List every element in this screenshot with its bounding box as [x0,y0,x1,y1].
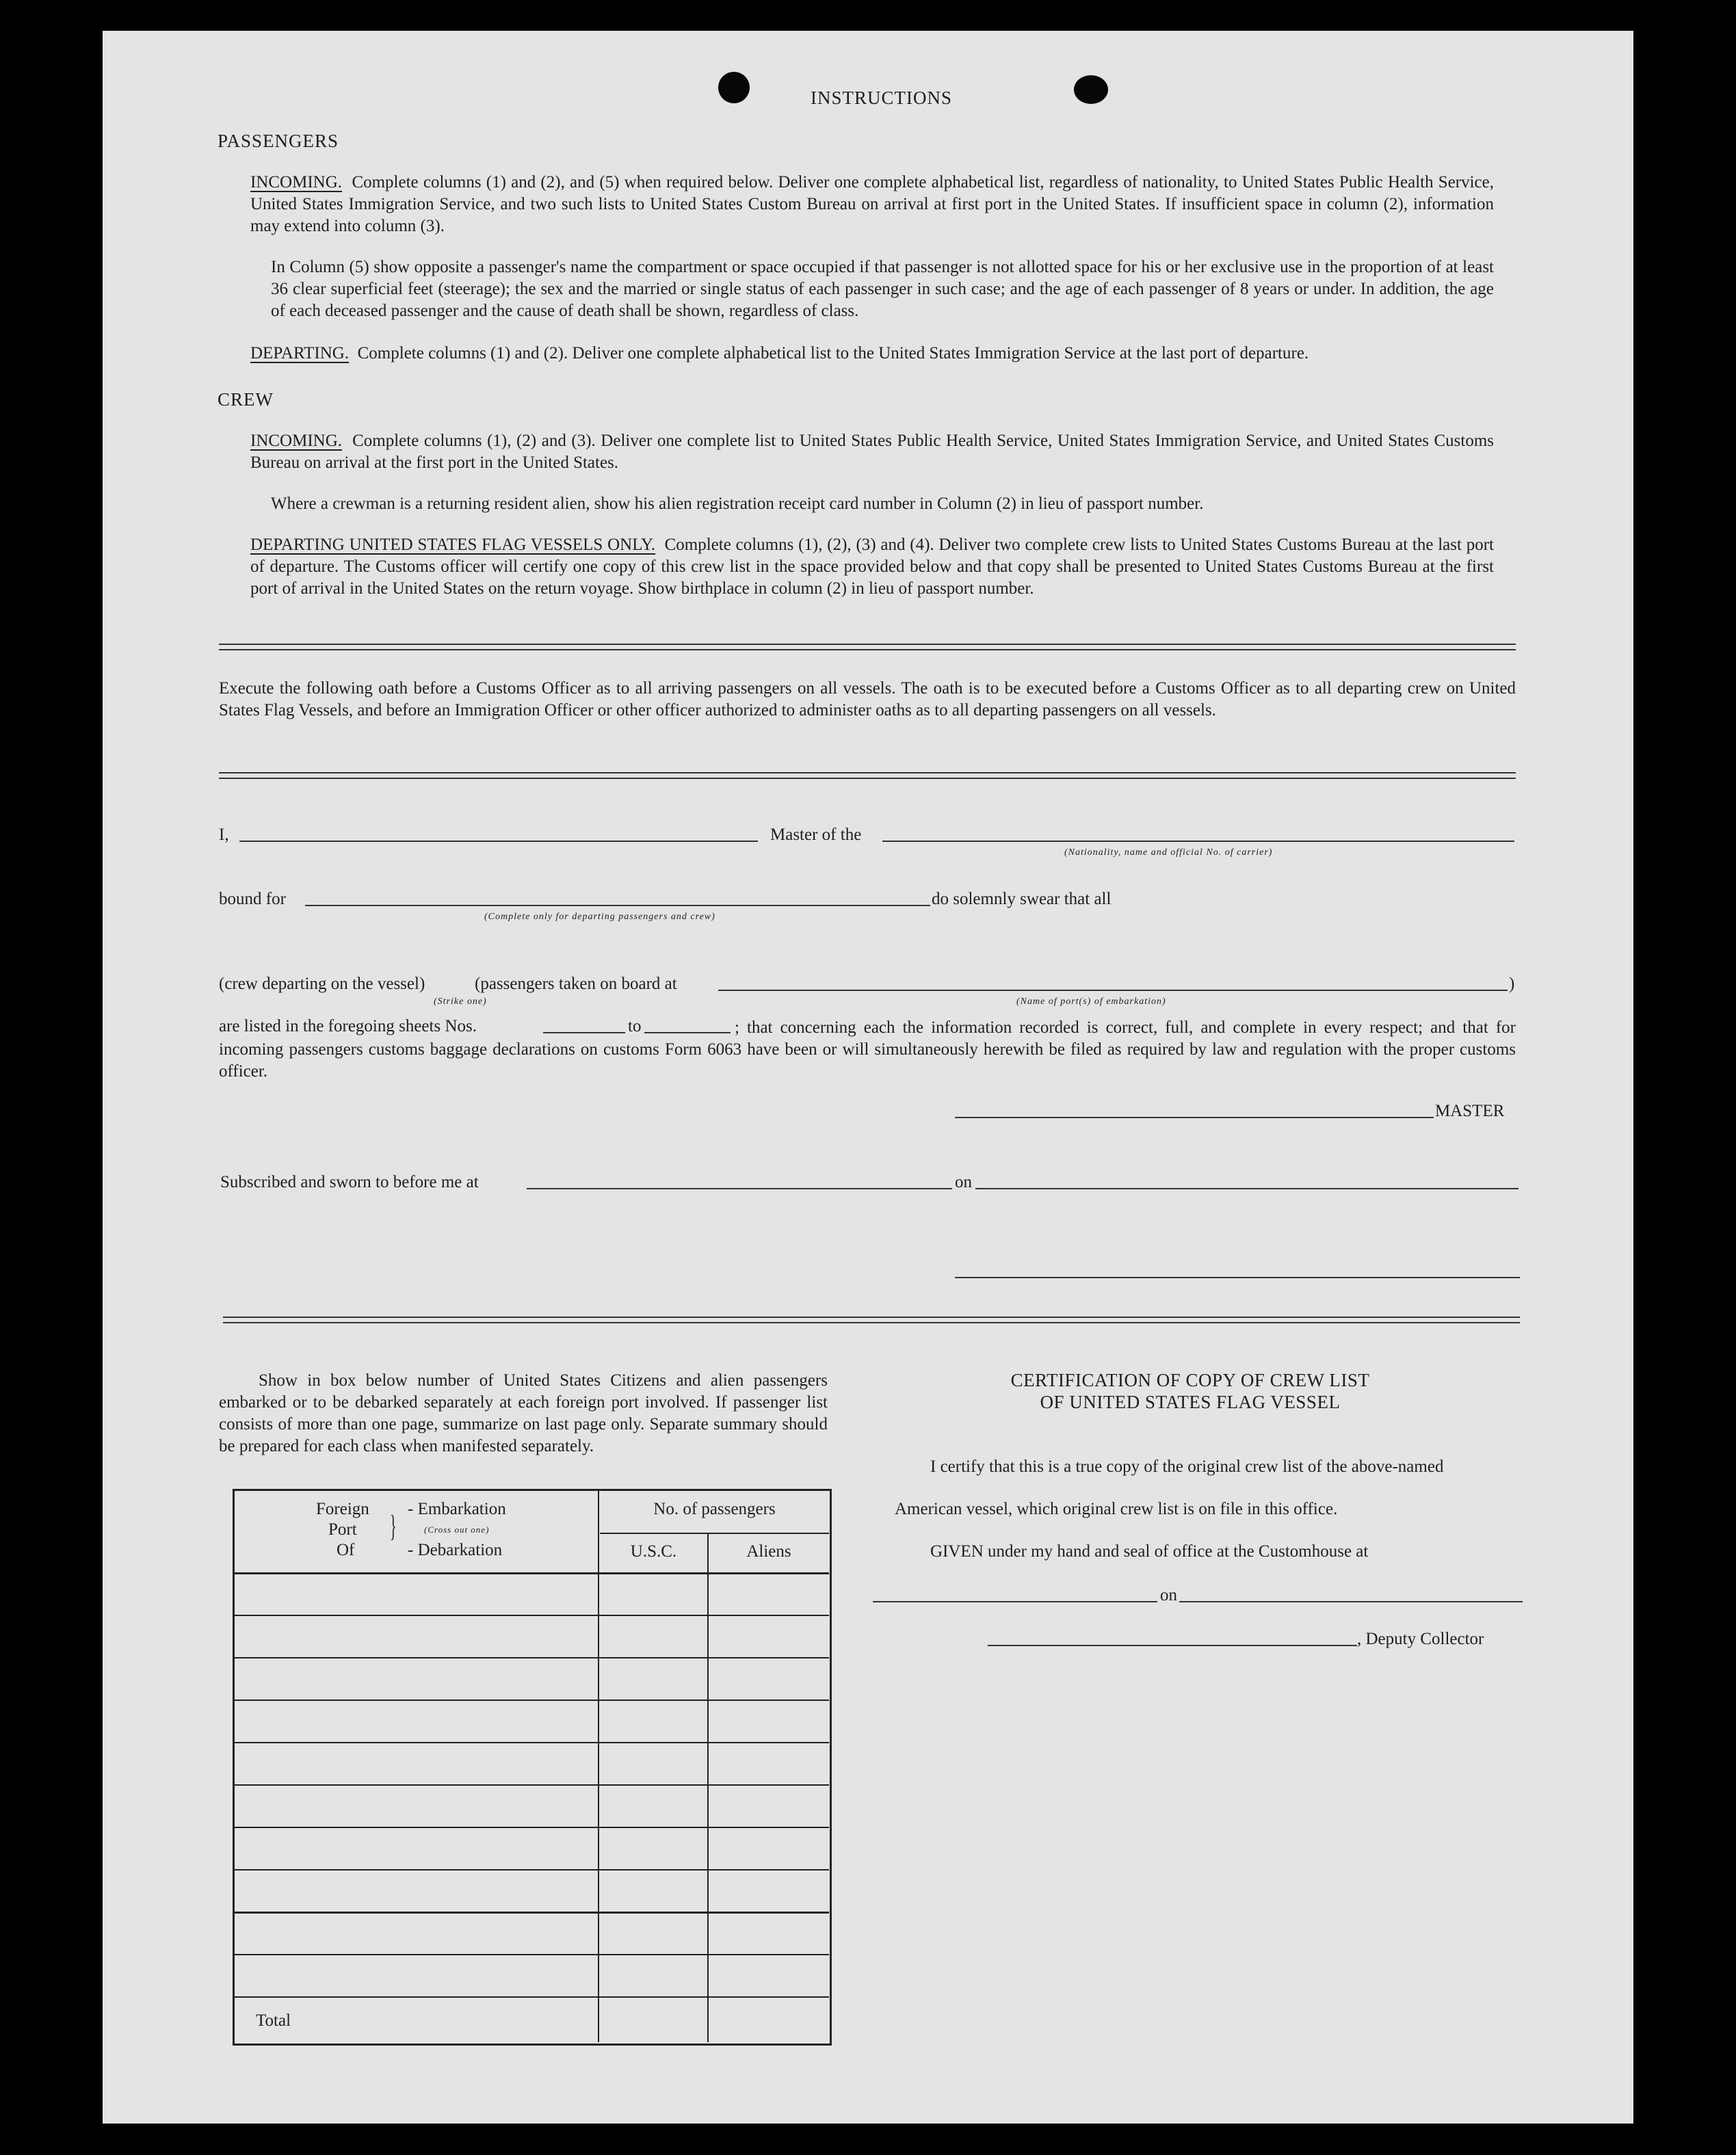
certification-title-1: CERTIFICATION OF COPY OF CREW LIST [1010,1370,1370,1390]
section-divider-2 [219,772,1516,779]
passengers-incoming-text: Complete columns (1) and (2), and (5) when required below. Deliver one complete alphabetical list, regardless of nationality, to United States Public Health Service, United States Immigration Service, and two such lists to United States Custom Bureau on arrival at first port in the United States. If insufficient space in column (2), information may extend into column (3). [250,173,1495,235]
certify-line-1: I certify that this is a true copy of the original crew list of the above-named [930,1457,1444,1476]
crew-departing-option: (crew departing on the vessel) [219,975,425,993]
passengers-departing-label: DEPARTING. [250,344,350,362]
deputy-collector-label: , Deputy Collector [1357,1630,1484,1648]
bound-for-field[interactable] [305,905,930,906]
master-name-field[interactable] [239,841,758,842]
table-row [235,1869,829,1870]
of-label: Of [337,1541,355,1559]
passengers-taken-option: (passengers taken on board at [475,975,677,993]
no-of-passengers-header: No. of passengers [653,1500,776,1518]
debarkation-label: - Debarkation [408,1541,503,1559]
strike-hint: (Strike one) [434,996,487,1007]
passengers-departing-paragraph [250,343,1494,365]
foreign-label: Foreign [316,1500,369,1518]
customhouse-field[interactable] [873,1601,1157,1602]
table-row [235,1615,829,1616]
close-paren: ) [1509,975,1515,993]
table-row [235,1827,829,1828]
passengers-heading: PASSENGERS [218,131,339,151]
crew-incoming-text: Complete columns (1), (2) and (3). Deliver one complete list to United States Public Health Service, United States Immigration Service, and United States Customs Bureau on arrival at the first port in the United States. [250,432,1494,472]
page-title: INSTRUCTIONS [811,88,953,108]
carrier-field[interactable] [882,841,1514,842]
officer-signature-field[interactable] [955,1277,1520,1278]
crew-departing-label: DEPARTING UNITED STATES FLAG VESSELS ONLY. [250,536,656,554]
deputy-signature-field[interactable] [988,1645,1357,1646]
table-row [235,1742,829,1743]
crew-resident-paragraph: Where a crewman is a returning resident alien, show his alien registration receipt card number in Column (2) in lieu of passport number. [271,494,1204,513]
passengers-incoming-paragraph [250,172,1494,237]
carrier-hint: (Nationality, name and official No. of carrier) [1064,847,1273,858]
embarkation-port-field[interactable] [718,990,1508,991]
swear-text: do solemnly swear that all [932,890,1112,908]
master-of-label: Master of the [770,825,862,844]
passengers-departing-text: Complete columns (1) and (2). Deliver one complete alphabetical list to the United States Immigration Service at the last port of departure. [357,344,1309,362]
oath-intro-paragraph: Execute the following oath before a Customs Officer as to all arriving passengers on all vessels. The oath is to be executed before a Customs Officer as to all departing crew on United States Flag Vessels, and before an Immigration Officer or other officer authorized to administer oaths as to all departing passengers on all vessels. [219,679,1516,719]
table-row [235,1700,829,1701]
crew-incoming-label: INCOMING. [250,432,343,450]
usc-header: U.S.C. [630,1542,677,1561]
sworn-place-field[interactable] [527,1188,952,1189]
passengers-column5-paragraph: In Column (5) show opposite a passenger's name the compartment or space occupied if that passenger is not allotted space for his or her exclusive use in the proportion of at least 36 clear superficial feet (steerage); the sex and the married or single status of each passenger in such case; and the age of each passenger of 8 years or under. In addition, the age of each deceased passenger and the cause of death shall be shown, regardless of class. [271,258,1494,320]
table-row [235,1657,829,1658]
certify-line-2: American vessel, which original crew list is on file in this office. [895,1500,1338,1518]
passengers-incoming-label: INCOMING. [250,173,343,191]
punch-hole-right [1074,75,1108,104]
table-row [235,1954,829,1955]
certification-title-2: OF UNITED STATES FLAG VESSEL [1040,1392,1341,1412]
master-signature-field[interactable] [955,1117,1434,1118]
section-divider-1 [219,644,1516,650]
cross-out-hint: (Cross out one) [424,1524,490,1535]
given-text: GIVEN under my hand and seal of office at the Customhouse at [930,1542,1369,1561]
table-row [235,1784,829,1786]
port-label: Port [328,1520,357,1539]
summary-instructions: Show in box below number of United States Citizens and alien passengers embarked or to be debarked separately at each foreign port involved. If passenger list consists of more than one page, summarize on last page only. Separate summary should be prepared for each class when manifested separately. [219,1371,828,1455]
brace-symbol: } [390,1509,397,1543]
section-divider-3 [223,1317,1520,1323]
oath-rest-paragraph: ; that concerning each the information recorded is correct, full, and complete in every respect; and that for incoming passengers customs baggage declarations on customs Form 6063 have been or will simultaneously herewith be filed as required by law and regulation with the proper customs officer. [219,1018,1516,1081]
sworn-date-field[interactable] [975,1188,1518,1189]
bound-for-hint: (Complete only for departing passengers and crew) [484,912,715,922]
table-row [235,1912,829,1914]
sworn-on-label: on [955,1173,972,1191]
document-page [103,31,1633,2124]
aliens-header: Aliens [746,1542,791,1561]
crew-incoming-paragraph [250,430,1494,474]
crew-departing-paragraph [250,534,1494,600]
to-label: to [628,1017,642,1035]
subscribed-label: Subscribed and sworn to before me at [220,1173,479,1191]
bound-for-label: bound for [219,890,286,908]
certification-date-field[interactable] [1179,1601,1523,1602]
master-label: MASTER [1435,1102,1505,1120]
table-row [235,1996,829,1998]
embarkation-label: - Embarkation [408,1500,506,1518]
crew-departing-text: Complete columns (1), (2), (3) and (4). Deliver two complete crew lists to United States Customs Bureau at the last port of departure. The Customs officer will certify one copy of this crew list in the space provided below and that copy shall be presented to United States Customs Bureau at the first port of arrival in the United States on the return voyage. Show birthplace in column (2) in lieu of passport number. [250,536,1494,598]
punch-hole-left [718,72,750,103]
listed-in-label: are listed in the foregoing sheets Nos. [219,1017,477,1035]
port-hint: (Name of port(s) of embarkation) [1016,996,1166,1007]
oath-i-label: I, [219,825,229,844]
certification-on-label: on [1160,1586,1177,1604]
crew-heading: CREW [218,389,274,410]
total-label: Total [256,2011,291,2030]
